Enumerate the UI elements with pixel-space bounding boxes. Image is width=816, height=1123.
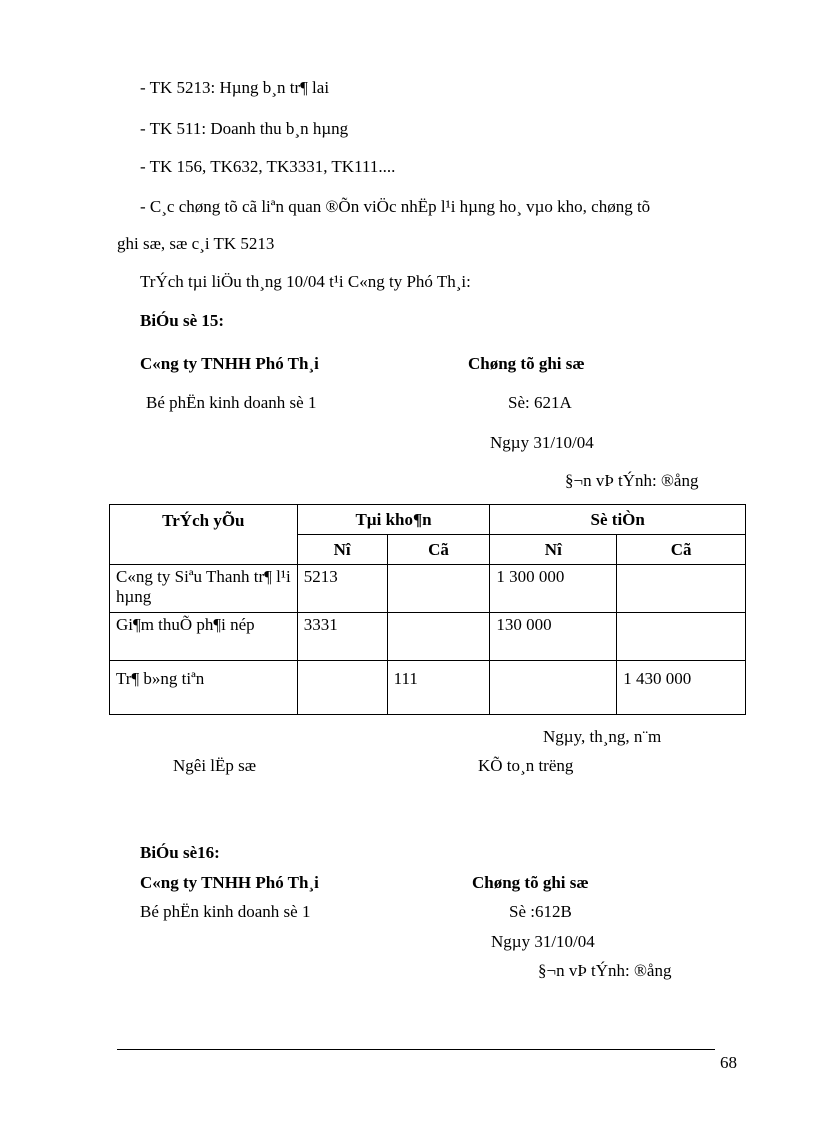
row-amount-debit <box>490 661 617 715</box>
ledger-table <box>109 504 746 715</box>
row-amount-credit <box>617 565 746 613</box>
form16-unit: §¬n vÞ tÝnh: ®ång <box>538 961 672 980</box>
row-description: Gi¶m thuÕ ph¶i nép <box>110 613 298 661</box>
row-account-debit <box>297 661 387 715</box>
row-amount-debit: 130 000 <box>490 613 617 661</box>
form15-date: Ngµy 31/10/04 <box>490 433 594 452</box>
row-account-credit: 111 <box>387 661 490 715</box>
row-description: Tr¶ b»ng tiªn <box>110 661 298 715</box>
header-amount-credit: Cã <box>617 535 746 565</box>
footer-rule <box>117 1049 715 1050</box>
row-description: C«ng ty Siªu Thanh tr¶ l¹i hµng <box>110 565 298 613</box>
line-tk5213: - TK 5213: Hµng b¸n tr¶ lai <box>140 78 330 97</box>
form16-title: BiÓu sè16: <box>140 843 220 862</box>
line-tk-list: - TK 156, TK632, TK3331, TK111.... <box>140 157 396 176</box>
form15-number: Sè: 621A <box>508 393 572 412</box>
row-account-credit <box>387 613 490 661</box>
header-account: Tµi kho¶n <box>297 505 490 535</box>
signature-date-line: Ngµy, th¸ng, n¨m <box>543 727 662 746</box>
form15-unit: §¬n vÞ tÝnh: ®ång <box>565 471 699 490</box>
table-row <box>110 565 746 613</box>
header-description: TrÝch yÕu <box>110 505 298 565</box>
line-documents: - C¸c chøng tõ cã liªn quan ®Õn viÖc nhËp l¹i hµng ho¸ vµo kho, chøng tõ <box>140 197 651 216</box>
header-account-credit: Cã <box>387 535 490 565</box>
line-extract: TrÝch tµi liÖu th¸ng 10/04 t¹i C«ng ty Phó Th¸i: <box>140 272 471 291</box>
form15-department: Bé phËn kinh doanh sè 1 <box>146 393 317 412</box>
row-amount-credit: 1 430 000 <box>617 661 746 715</box>
line-documents-cont: ghi sæ, sæ c¸i TK 5213 <box>117 234 275 253</box>
form16-doc-type: Chøng tõ ghi sæ <box>472 873 589 892</box>
header-amount-debit: Nî <box>490 535 617 565</box>
header-amount: Sè tiÒn <box>490 505 746 535</box>
signature-accountant: KÕ to¸n trëng <box>478 756 574 775</box>
row-amount-debit: 1 300 000 <box>490 565 617 613</box>
row-account-credit <box>387 565 490 613</box>
form15-company: C«ng ty TNHH Phó Th¸i <box>140 354 319 373</box>
form15-doc-type: Chøng tõ ghi sæ <box>468 354 585 373</box>
line-tk511: - TK 511: Doanh thu b¸n hµng <box>140 119 349 138</box>
row-account-debit: 3331 <box>297 613 387 661</box>
form16-company: C«ng ty TNHH Phó Th¸i <box>140 873 319 892</box>
header-account-debit: Nî <box>297 535 387 565</box>
row-amount-credit <box>617 613 746 661</box>
form16-date: Ngµy 31/10/04 <box>491 932 595 951</box>
table-row <box>110 661 746 715</box>
page-number: 68 <box>720 1053 737 1072</box>
signature-preparer: Ngêi lËp sæ <box>173 756 257 775</box>
form15-title: BiÓu sè 15: <box>140 311 225 330</box>
form16-number: Sè :612B <box>509 902 572 921</box>
table-row <box>110 613 746 661</box>
form16-department: Bé phËn kinh doanh sè 1 <box>140 902 311 921</box>
row-account-debit: 5213 <box>297 565 387 613</box>
